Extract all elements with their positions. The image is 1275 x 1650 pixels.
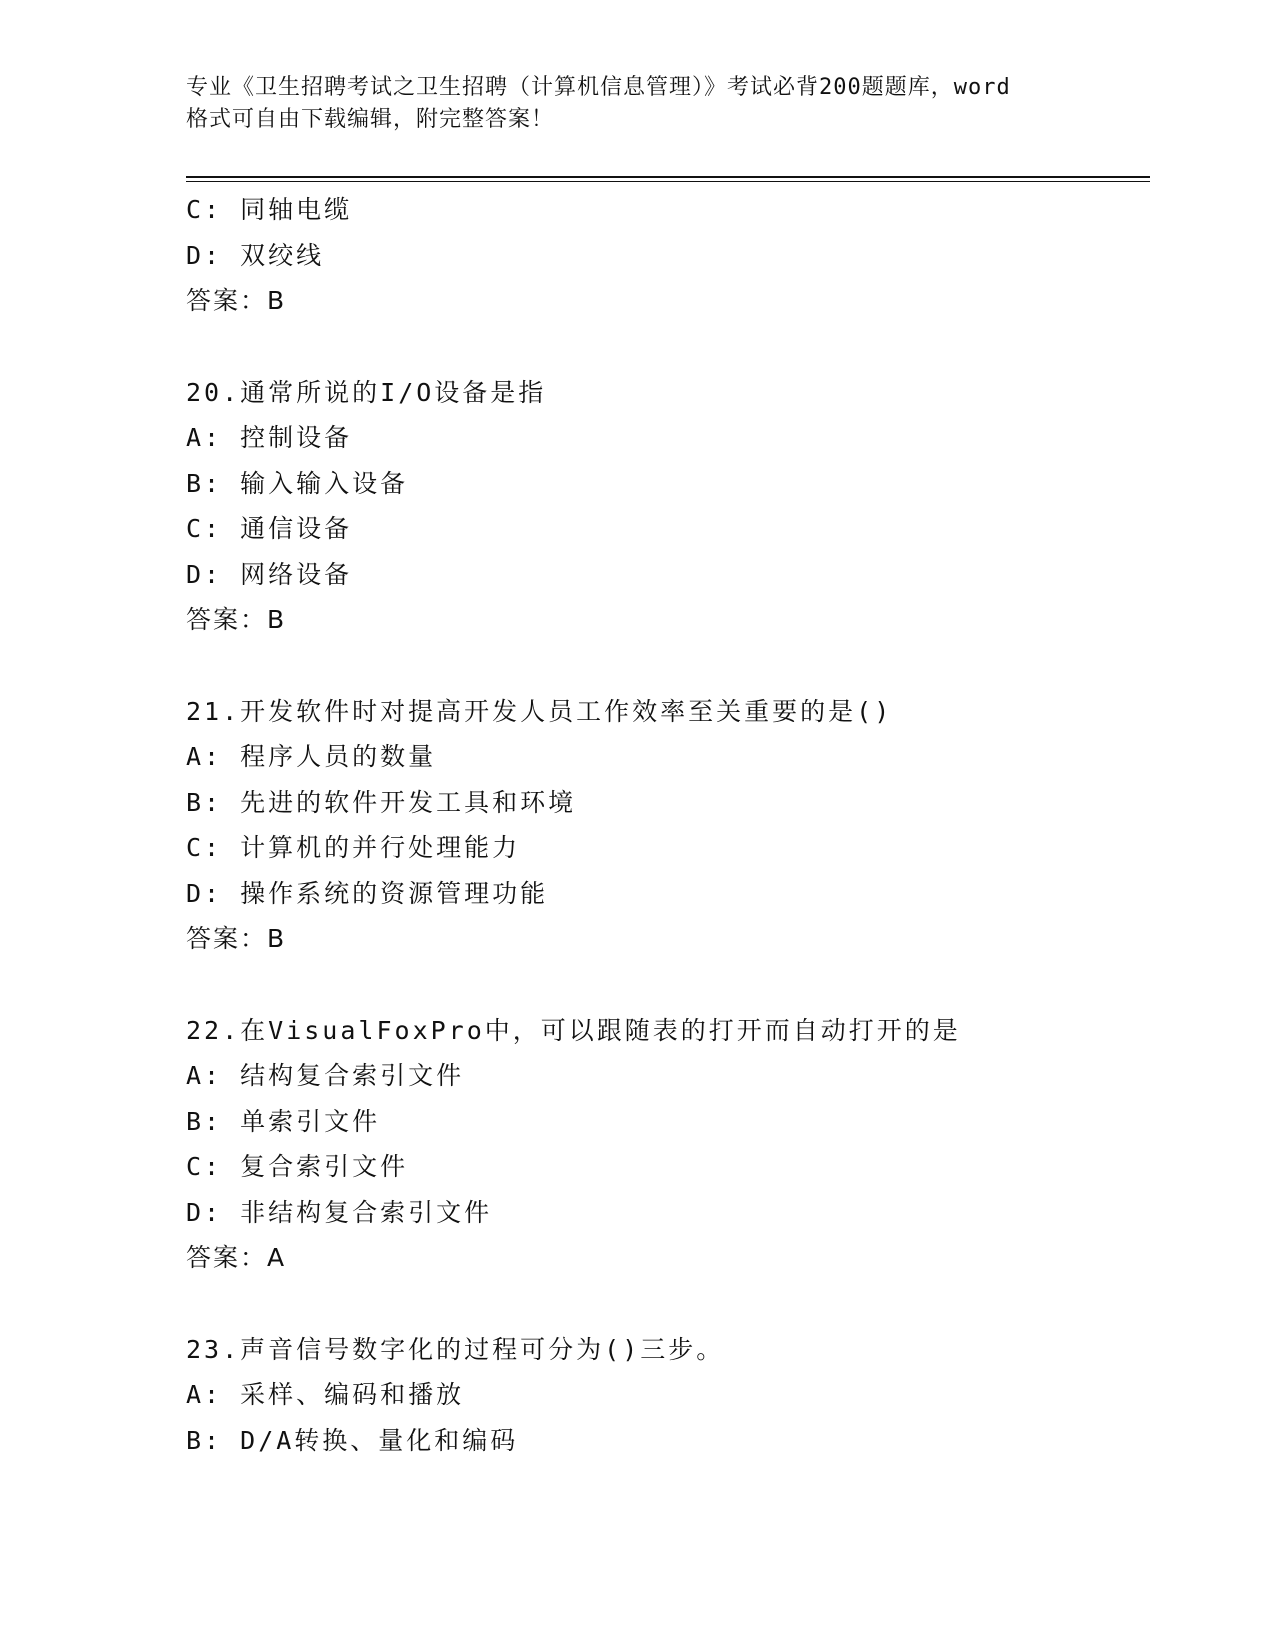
option-a: A: 控制设备 (186, 423, 353, 452)
question-stem: 23.声音信号数字化的过程可分为()三步。 (186, 1334, 725, 1364)
option-c: C: 同轴电缆 (186, 195, 353, 224)
question-block-23 (186, 1327, 1150, 1464)
spacer (186, 643, 1150, 689)
question-stem: 21.开发软件时对提高开发人员工作效率至关重要的是() (186, 696, 893, 726)
answer-line: 答案：B (186, 605, 287, 634)
option-d: D: 双绞线 (186, 240, 325, 270)
document-header (186, 72, 1106, 136)
option-b: B: 输入输入设备 (186, 468, 409, 498)
question-block-19-partial (186, 187, 1150, 324)
header-title-line-2: 格式可自由下载编辑，附完整答案！ (186, 107, 555, 132)
header-divider-thick (186, 176, 1150, 178)
option-c: C: 计算机的并行处理能力 (186, 833, 521, 862)
question-stem: 20.通常所说的I/O设备是指 (186, 377, 547, 407)
answer-line: 答案：B (186, 286, 287, 315)
spacer (186, 962, 1150, 1008)
question-stem: 22.在VisualFoxPro中，可以跟随表的打开而自动打开的是 (186, 1015, 961, 1045)
option-b: B: 先进的软件开发工具和环境 (186, 787, 577, 817)
option-b: B: D/A转换、量化和编码 (186, 1425, 519, 1455)
spacer (186, 324, 1150, 370)
option-a: A: 结构复合索引文件 (186, 1061, 465, 1090)
question-list (186, 187, 1150, 1463)
question-block-21 (186, 689, 1150, 962)
option-c: C: 通信设备 (186, 514, 353, 543)
option-b: B: 单索引文件 (186, 1106, 381, 1136)
question-block-20 (186, 370, 1150, 643)
header-title-line-1: 专业《卫生招聘考试之卫生招聘（计算机信息管理）》考试必背200题题库，word (186, 75, 1011, 100)
option-a: A: 程序人员的数量 (186, 742, 437, 771)
option-d: D: 非结构复合索引文件 (186, 1197, 493, 1227)
header-divider-thin (186, 181, 1150, 182)
option-d: D: 网络设备 (186, 559, 353, 589)
spacer (186, 1281, 1150, 1327)
answer-line: 答案：A (186, 1243, 287, 1272)
answer-line: 答案：B (186, 924, 287, 953)
option-a: A: 采样、编码和播放 (186, 1380, 465, 1409)
option-c: C: 复合索引文件 (186, 1152, 409, 1181)
option-d: D: 操作系统的资源管理功能 (186, 878, 549, 908)
question-block-22 (186, 1008, 1150, 1281)
